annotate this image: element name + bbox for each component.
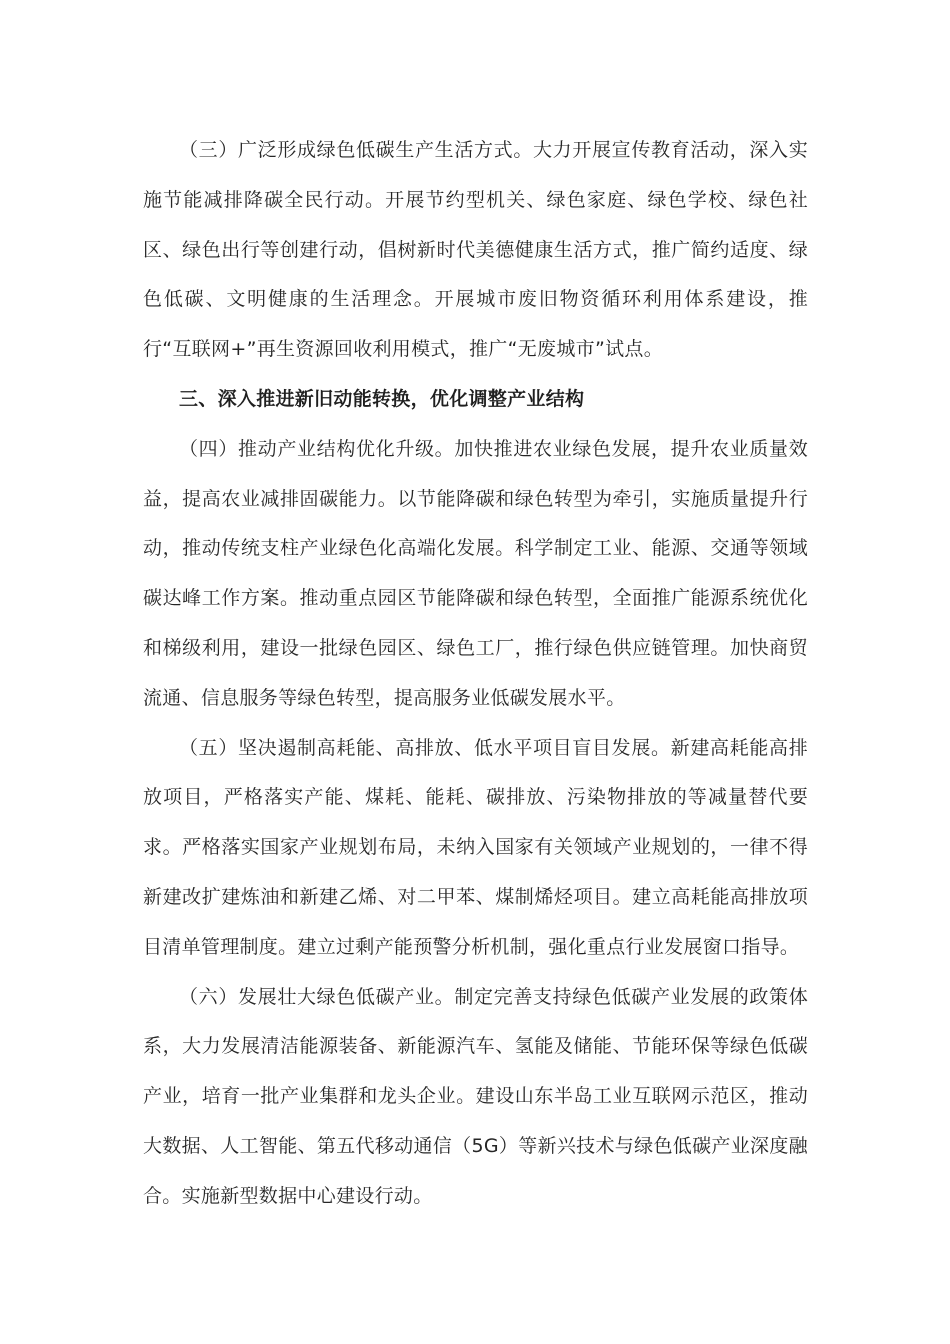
paragraph-3-green-lifestyle: （三）广泛形成绿色低碳生产生活方式。大力开展宣传教育活动，深入实施节能减排降碳全民行动。开展节约型机关、绿色家庭、绿色学校、绿色社区、绿色出行等创建行动，倡树新时代美德健康生活方式，推广简约适度、绿色低碳、文明健康的生活理念。开展城市废旧物资循环利用体系建设，推行“互联网+”再生资源回收利用模式，推广“无废城市”试点。 [143, 139, 808, 361]
paragraph-4-industrial-upgrade: （四）推动产业结构优化升级。加快推进农业绿色发展，提升农业质量效益，提高农业减排固碳能力。以节能降碳和绿色转型为牵引，实施质量提升行动，推动传统支柱产业绿色化高端化发展。科学制定工业、能源、交通等领域碳达峰工作方案。推动重点园区节能降碳和绿色转型，全面推广能源系统优化和梯级利用，建设一批绿色园区、绿色工厂，推行绿色供应链管理。加快商贸流通、信息服务等绿色转型，提高服务业低碳发展水平。 [143, 437, 808, 709]
paragraph-6-green-industry: （六）发展壮大绿色低碳产业。制定完善支持绿色低碳产业发展的政策体系，大力发展清洁能源装备、新能源汽车、氢能及储能、节能环保等绿色低碳产业，培育一批产业集群和龙头企业。建设山东半岛工业互联网示范区，推动大数据、人工智能、第五代移动通信（5G）等新兴技术与绿色低碳产业深度融合。实施新型数据中心建设行动。 [143, 985, 808, 1207]
document-body [143, 126, 808, 1222]
paragraph-5-curb-high-emission: （五）坚决遏制高耗能、高排放、低水平项目盲目发展。新建高耗能高排放项目，严格落实产能、煤耗、能耗、碳排放、污染物排放的等减量替代要求。严格落实国家产业规划布局，未纳入国家有关领域产业规划的，一律不得新建改扩建炼油和新建乙烯、对二甲苯、煤制烯烃项目。建立高耗能高排放项目清单管理制度。建立过剩产能预警分析机制，强化重点行业发展窗口指导。 [143, 736, 808, 958]
section-heading-3: 三、深入推进新旧动能转换，优化调整产业结构 [179, 387, 585, 410]
